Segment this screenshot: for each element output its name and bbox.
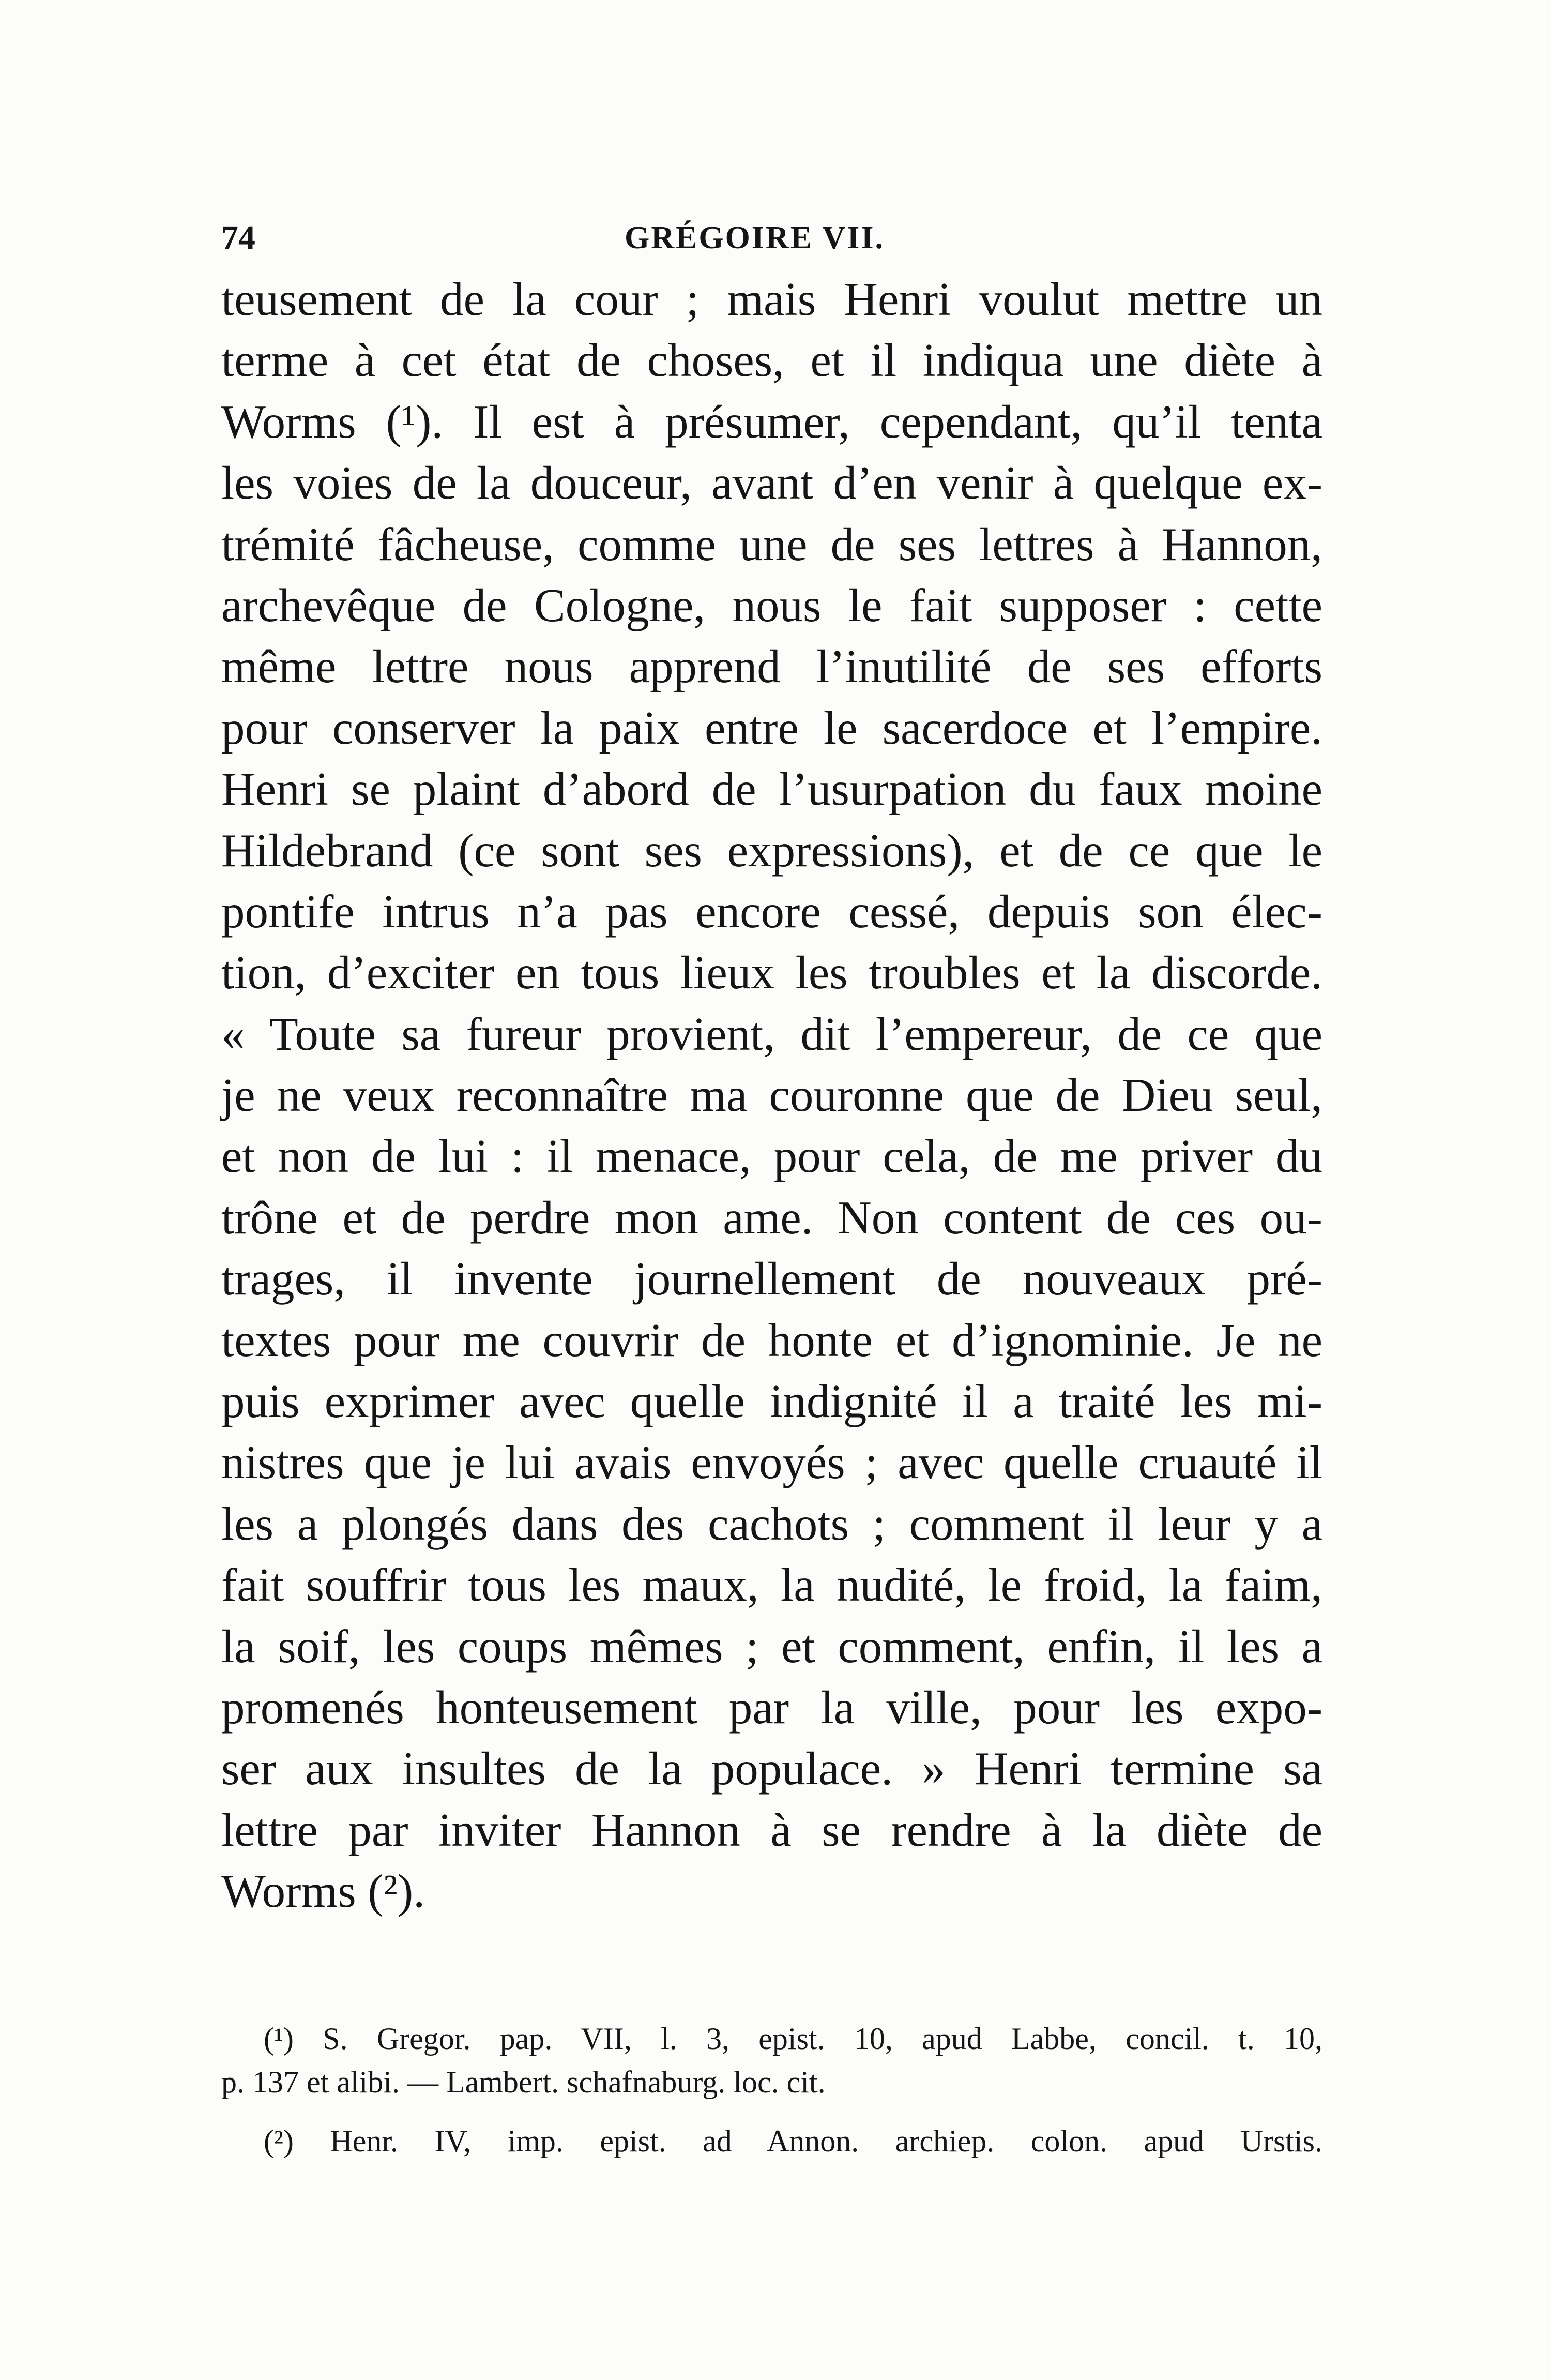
footnote-2-line: (²) Henr. IV, imp. epist. ad Annon. archiep. colon. apud Urstis.	[264, 2124, 1322, 2158]
body-line: trages, il invente journellement de nouveaux pré-	[221, 1253, 1322, 1305]
body-line: je ne veux reconnaître ma couronne que de Dieu seul,	[221, 1069, 1322, 1122]
body-line: la soif, les coups mêmes ; et comment, enfin, il les a	[221, 1620, 1322, 1673]
footnote-1-line: (¹) S. Gregor. pap. VII, l. 3, epist. 10, apud Labbe, concil. t. 10,	[264, 2022, 1322, 2056]
body-line: Worms (¹). Il est à présumer, cependant, qu’il tenta	[221, 395, 1322, 448]
body-line: pour conserver la paix entre le sacerdoce et l’empire.	[221, 701, 1322, 754]
body-line: même lettre nous apprend l’inutilité de ses efforts	[221, 640, 1322, 693]
body-line: trône et de perdre mon ame. Non content de ces ou-	[221, 1191, 1322, 1244]
body-text	[221, 269, 1322, 1922]
body-line: et non de lui : il menace, pour cela, de me priver du	[221, 1130, 1322, 1183]
body-line: ser aux insultes de la populace. » Henri termine sa	[221, 1742, 1322, 1795]
body-line: trémité fâcheuse, comme une de ses lettres à Hannon,	[221, 518, 1322, 570]
body-line: nistres que je lui avais envoyés ; avec quelle cruauté il	[221, 1436, 1322, 1489]
running-head	[221, 217, 1317, 259]
body-line: pontife intrus n’a pas encore cessé, depuis son élec-	[221, 885, 1322, 938]
body-line: les a plongés dans des cachots ; comment il leur y a	[221, 1497, 1322, 1550]
body-line: Henri se plaint d’abord de l’usurpation du faux moine	[221, 763, 1322, 816]
body-line: tion, d’exciter en tous lieux les troubles et la discorde.	[221, 946, 1322, 999]
body-line: « Toute sa fureur provient, dit l’empereur, de ce que	[221, 1007, 1322, 1060]
body-line: lettre par inviter Hannon à se rendre à la diète de	[221, 1803, 1322, 1856]
body-line: puis exprimer avec quelle indignité il a traité les mi-	[221, 1375, 1322, 1428]
body-line: terme à cet état de choses, et il indiqua une diète à	[221, 334, 1322, 387]
body-line: les voies de la douceur, avant d’en venir à quelque ex-	[221, 457, 1322, 509]
body-line: promenés honteusement par la ville, pour les expo-	[221, 1681, 1322, 1734]
body-line: fait souffrir tous les maux, la nudité, le froid, la faim,	[221, 1559, 1322, 1611]
footnotes	[221, 2017, 1322, 2163]
body-line: Hildebrand (ce sont ses expressions), et de ce que le	[221, 824, 1322, 877]
running-title: GRÉGOIRE VII.	[625, 220, 885, 255]
body-line: archevêque de Cologne, nous le fait supposer : cette	[221, 579, 1322, 631]
page-number: 74	[221, 219, 255, 257]
body-line: teusement de la cour ; mais Henri voulut mettre un	[221, 273, 1322, 325]
footnote-1-continuation: p. 137 et alibi. — Lambert. schafnaburg. loc. cit.	[221, 2065, 826, 2099]
body-line: textes pour me couvrir de honte et d’ignominie. Je ne	[221, 1314, 1322, 1366]
body-line: Worms (²).	[221, 1865, 425, 1918]
